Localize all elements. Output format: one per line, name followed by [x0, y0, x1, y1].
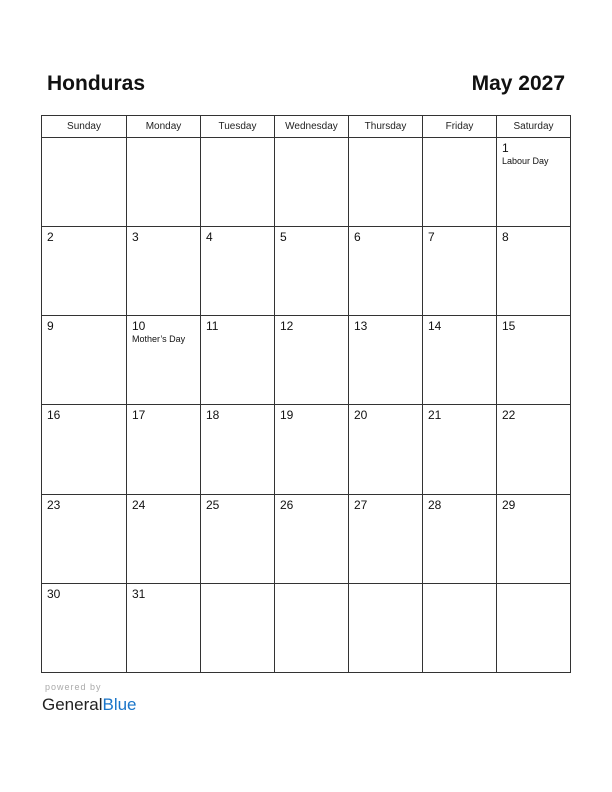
day-number: 9 — [47, 319, 54, 334]
calendar-grid — [41, 115, 571, 673]
day-cell — [201, 405, 275, 494]
day-cell — [275, 227, 349, 316]
day-number: 24 — [132, 497, 146, 512]
brand-name-first: General — [42, 695, 103, 714]
day-number — [275, 138, 348, 141]
brand-name-second: Blue — [102, 695, 137, 714]
country-title: Honduras — [47, 72, 146, 95]
day-cell — [127, 316, 201, 405]
weekday-header: Sunday — [42, 116, 127, 138]
day-cell — [423, 316, 497, 405]
day-number: 15 — [502, 319, 516, 334]
day-cell — [201, 316, 275, 405]
weekday-header: Tuesday — [201, 116, 275, 138]
day-number: 27 — [354, 497, 368, 512]
day-number: 16 — [47, 408, 61, 423]
day-cell — [497, 405, 571, 494]
day-cell — [127, 494, 201, 583]
day-number — [349, 584, 422, 587]
day-cell — [497, 138, 571, 227]
day-cell — [275, 138, 349, 227]
day-cell — [497, 227, 571, 316]
day-number: 7 — [428, 230, 435, 245]
day-cell — [423, 583, 497, 672]
day-cell — [423, 494, 497, 583]
day-cell — [42, 316, 127, 405]
weekday-header-row — [42, 116, 571, 138]
day-number — [42, 138, 126, 141]
day-number: 8 — [502, 230, 509, 245]
day-cell — [423, 138, 497, 227]
week-row — [42, 494, 571, 583]
day-number: 10 — [132, 319, 146, 334]
day-number: 12 — [280, 319, 294, 334]
weekday-header: Wednesday — [275, 116, 349, 138]
day-number: 19 — [280, 408, 294, 423]
day-cell — [42, 583, 127, 672]
day-cell — [349, 494, 423, 583]
generalblue-logo[interactable] — [42, 694, 137, 716]
weekday-header: Saturday — [497, 116, 571, 138]
day-number: 28 — [428, 497, 442, 512]
week-row — [42, 227, 571, 316]
day-cell — [349, 316, 423, 405]
day-number: 6 — [354, 230, 361, 245]
weekday-header: Thursday — [349, 116, 423, 138]
day-number: 14 — [428, 319, 442, 334]
day-number — [497, 584, 570, 587]
month-year-title: May 2027 — [471, 72, 565, 95]
day-cell — [127, 138, 201, 227]
day-number: 3 — [132, 230, 139, 245]
day-cell — [201, 494, 275, 583]
day-number — [275, 584, 348, 587]
powered-by-text: powered by — [45, 682, 102, 692]
day-number — [201, 584, 274, 587]
day-number — [423, 138, 496, 141]
day-cell — [127, 405, 201, 494]
day-number: 29 — [502, 497, 516, 512]
weekday-header: Friday — [423, 116, 497, 138]
day-cell — [42, 227, 127, 316]
day-cell — [127, 583, 201, 672]
day-cell — [349, 138, 423, 227]
holiday-label: Labour Day — [502, 156, 549, 166]
day-number: 30 — [47, 586, 61, 601]
day-number — [349, 138, 422, 141]
day-cell — [275, 316, 349, 405]
day-cell — [349, 227, 423, 316]
day-number: 22 — [502, 408, 516, 423]
day-number: 17 — [132, 408, 146, 423]
day-cell — [497, 316, 571, 405]
day-cell — [497, 494, 571, 583]
day-number: 18 — [206, 408, 220, 423]
day-number: 25 — [206, 497, 220, 512]
day-number: 23 — [47, 497, 61, 512]
day-cell — [275, 405, 349, 494]
day-cell — [497, 583, 571, 672]
week-row — [42, 405, 571, 494]
day-cell — [201, 138, 275, 227]
weekday-header: Monday — [127, 116, 201, 138]
day-number: 5 — [280, 230, 287, 245]
day-cell — [201, 227, 275, 316]
holiday-label: Mother’s Day — [132, 334, 186, 345]
day-number — [423, 584, 496, 587]
day-number: 1 — [502, 141, 509, 155]
day-cell — [275, 583, 349, 672]
day-number: 2 — [47, 230, 54, 245]
footer-branding — [42, 682, 137, 716]
day-number: 20 — [354, 408, 368, 423]
day-cell — [42, 138, 127, 227]
day-number: 26 — [280, 497, 294, 512]
day-cell — [275, 494, 349, 583]
day-cell — [349, 583, 423, 672]
day-cell — [42, 494, 127, 583]
week-row — [42, 138, 571, 227]
day-number — [127, 138, 200, 141]
day-cell — [42, 405, 127, 494]
day-cell — [423, 405, 497, 494]
day-number: 31 — [132, 586, 146, 601]
week-row — [42, 316, 571, 405]
day-number: 4 — [206, 230, 213, 245]
day-cell — [127, 227, 201, 316]
day-cell — [349, 405, 423, 494]
day-number: 21 — [428, 408, 442, 423]
day-cell — [201, 583, 275, 672]
day-cell — [423, 227, 497, 316]
day-number: 11 — [206, 319, 219, 334]
week-row — [42, 583, 571, 672]
day-number: 13 — [354, 319, 368, 334]
day-number — [201, 138, 274, 141]
